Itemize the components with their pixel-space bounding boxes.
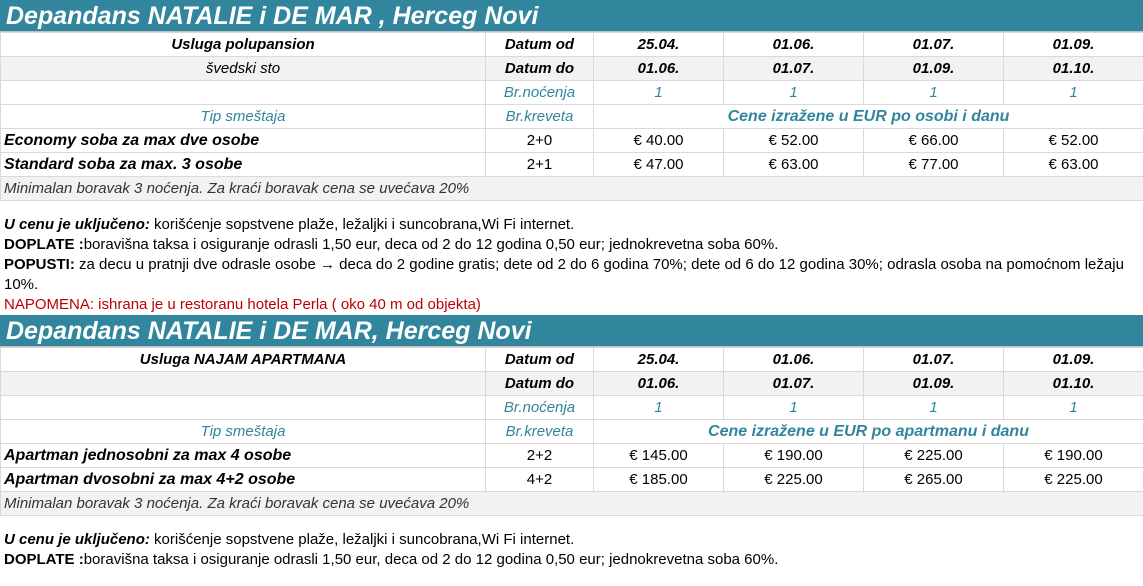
nights-value: 1 [864,81,1004,105]
doplate-line [4,550,1139,570]
room-price: € 145.00 [594,444,724,468]
room-beds: 2+0 [486,129,594,153]
header-row-nights [1,396,1143,420]
room-beds: 2+2 [486,444,594,468]
room-price: € 66.00 [864,129,1004,153]
room-price: € 47.00 [594,153,724,177]
table-row [1,444,1143,468]
period-from: 01.09. [1004,348,1143,372]
room-price: € 63.00 [724,153,864,177]
room-beds: 2+1 [486,153,594,177]
header-row-datum-do [1,57,1143,81]
room-type-label: Tip smeštaja [1,105,486,129]
table-row [1,468,1143,492]
header-row-type [1,420,1143,444]
nights-value: 1 [1004,396,1143,420]
room-price: € 225.00 [864,444,1004,468]
header-row-nights [1,81,1143,105]
period-to: 01.07. [724,57,864,81]
section-title: Depandans NATALIE i DE MAR , Herceg Novi [0,0,1143,32]
doplate-label: DOPLATE : [4,236,84,253]
min-stay-row [1,492,1143,516]
period-from: 01.06. [724,33,864,57]
period-to: 01.09. [864,372,1004,396]
included-text: korišćenje sopstvene plaže, ležaljki i suncobrana,Wi Fi internet. [149,216,575,233]
period-to: 01.06. [594,372,724,396]
datum-od-label: Datum od [486,348,594,372]
min-stay-row [1,177,1143,201]
service-sublabel: švedski sto [1,57,486,81]
room-name: Standard soba za max. 3 osobe [1,153,486,177]
beds-label: Br.kreveta [486,420,594,444]
header-row-type [1,105,1143,129]
included-label: U cenu je uključeno: [4,531,150,548]
room-name: Economy soba za max dve osobe [1,129,486,153]
service-label: Usluga polupansion [1,33,486,57]
price-header: Cene izražene u EUR po apartmanu i danu [594,420,1143,444]
room-price: € 52.00 [724,129,864,153]
beds-label: Br.kreveta [486,105,594,129]
included-label: U cenu je uključeno: [4,216,150,233]
period-from: 01.07. [864,33,1004,57]
room-price: € 77.00 [864,153,1004,177]
room-name: Apartman jednosobni za max 4 osobe [1,444,486,468]
doplate-line [4,235,1139,255]
room-price: € 52.00 [1004,129,1143,153]
room-price: € 190.00 [1004,444,1143,468]
table-row [1,129,1143,153]
included-text: korišćenje sopstvene plaže, ležaljki i suncobrana,Wi Fi internet. [149,531,575,548]
nights-value: 1 [724,81,864,105]
room-price: € 225.00 [724,468,864,492]
min-stay-note: Minimalan boravak 3 noćenja. Za kraći boravak cena se uvećava 20% [1,177,1143,201]
pricelist-section-2 [0,315,1143,570]
included-line [4,215,1139,235]
min-stay-note: Minimalan boravak 3 noćenja. Za kraći boravak cena se uvećava 20% [1,492,1143,516]
period-to: 01.10. [1004,57,1143,81]
nights-value: 1 [594,81,724,105]
doplate-text: boravišna taksa i osiguranje odrasli 1,50 eur, deca od 2 do 12 godina 0,50 eur; jednokrevetna soba 60%. [83,236,779,253]
popusti-line [4,255,1139,295]
period-from: 01.06. [724,348,864,372]
room-price: € 190.00 [724,444,864,468]
room-name: Apartman dvosobni za max 4+2 osobe [1,468,486,492]
price-table [0,32,1143,201]
period-from: 01.09. [1004,33,1143,57]
price-header: Cene izražene u EUR po osobi i danu [594,105,1143,129]
service-sublabel [1,372,486,396]
datum-do-label: Datum do [486,372,594,396]
nights-label: Br.noćenja [486,396,594,420]
price-table [0,347,1143,516]
period-to: 01.06. [594,57,724,81]
popusti-label: POPUSTI: [4,256,75,273]
room-price: € 265.00 [864,468,1004,492]
doplate-label: DOPLATE : [4,551,84,568]
period-from: 25.04. [594,33,724,57]
header-row-datum-do [1,372,1143,396]
nights-value: 1 [1004,81,1143,105]
nights-value: 1 [594,396,724,420]
empty-cell [1,396,486,420]
room-beds: 4+2 [486,468,594,492]
nights-value: 1 [864,396,1004,420]
table-row [1,153,1143,177]
info-block [0,516,1143,570]
period-from: 01.07. [864,348,1004,372]
section-title: Depandans NATALIE i DE MAR, Herceg Novi [0,315,1143,347]
header-row-datum-od [1,348,1143,372]
period-to: 01.10. [1004,372,1143,396]
napomena-line: NAPOMENA: ishrana je u restoranu hotela Perla ( oko 40 m od objekta) [4,296,481,313]
datum-do-label: Datum do [486,57,594,81]
doplate-text: boravišna taksa i osiguranje odrasli 1,50 eur, deca od 2 do 12 godina 0,50 eur; jednokrevetna soba 60%. [83,551,779,568]
room-price: € 225.00 [1004,468,1143,492]
nights-value: 1 [724,396,864,420]
popusti-text: za decu u pratnji dve odrasle osobe → deca do 2 godine gratis; dete od 2 do 6 godina 70%; dete od 6 do 12 godina 30%; odrasla osoba na pomoćnom ležaju 10%. [4,256,1124,293]
period-to: 01.07. [724,372,864,396]
datum-od-label: Datum od [486,33,594,57]
header-row-datum-od [1,33,1143,57]
empty-cell [1,81,486,105]
nights-label: Br.noćenja [486,81,594,105]
room-price: € 185.00 [594,468,724,492]
service-label: Usluga NAJAM APARTMANA [1,348,486,372]
included-line [4,530,1139,550]
room-price: € 40.00 [594,129,724,153]
period-to: 01.09. [864,57,1004,81]
period-from: 25.04. [594,348,724,372]
room-type-label: Tip smeštaja [1,420,486,444]
info-block [0,201,1143,315]
room-price: € 63.00 [1004,153,1143,177]
